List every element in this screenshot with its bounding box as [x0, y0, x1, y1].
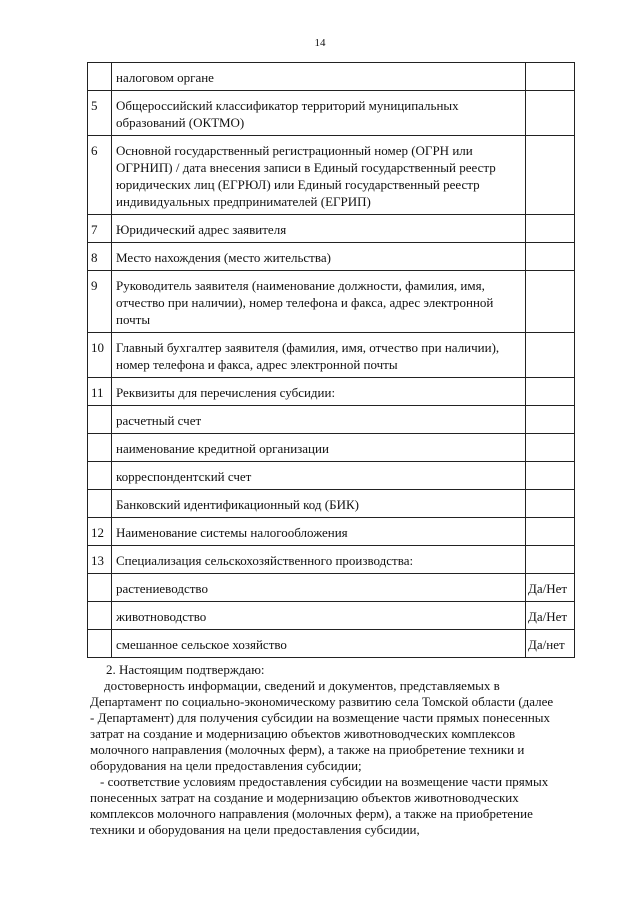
row-value: [526, 546, 575, 574]
row-number: [88, 63, 112, 91]
row-label: растениеводство: [112, 574, 526, 602]
table-row: [88, 518, 575, 546]
row-number: [88, 462, 112, 490]
row-value: [526, 215, 575, 243]
table-row: [88, 63, 575, 91]
row-value: [526, 91, 575, 136]
row-number: 7: [88, 215, 112, 243]
row-value: Да/Нет: [526, 574, 575, 602]
table-row: [88, 434, 575, 462]
row-number: [88, 406, 112, 434]
table-row: [88, 602, 575, 630]
row-label: Наименование системы налогообложения: [112, 518, 526, 546]
row-label: расчетный счет: [112, 406, 526, 434]
row-value: [526, 63, 575, 91]
row-number: 9: [88, 271, 112, 333]
row-label: Основной государственный регистрационный номер (ОГРН или ОГРНИП) / дата внесения записи в Единый государственный реестр юридических лиц (ЕГРЮЛ) или Единый государственный реестр индивидуальных предпринимателей (ЕГРИП): [112, 136, 526, 215]
row-label: налоговом органе: [112, 63, 526, 91]
row-label: Руководитель заявителя (наименование должности, фамилия, имя, отчество при наличии), номер телефона и факса, адрес электронной почты: [112, 271, 526, 333]
row-number: 11: [88, 378, 112, 406]
row-number: [88, 574, 112, 602]
table-row: [88, 490, 575, 518]
table-row: [88, 243, 575, 271]
row-value: [526, 333, 575, 378]
row-label: Главный бухгалтер заявителя (фамилия, имя, отчество при наличии), номер телефона и факса, адрес электронной почты: [112, 333, 526, 378]
table-row: [88, 630, 575, 658]
row-value: [526, 434, 575, 462]
row-label: наименование кредитной организации: [112, 434, 526, 462]
row-label: Реквизиты для перечисления субсидии:: [112, 378, 526, 406]
row-number: [88, 630, 112, 658]
row-number: [88, 490, 112, 518]
confirmation-paragraph-1: достоверность информации, сведений и документов, представляемых в Департамент по социально-экономическому развитию села Томской области (далее - Департамент) для получения субсидии на возмещение части прямых понесенных затрат на создание и модернизацию объектов животноводческих комплексов молочного направления (молочных ферм), а также на приобретение техники и оборудования на цели предоставления субсидии;: [90, 678, 554, 773]
row-label: Юридический адрес заявителя: [112, 215, 526, 243]
table-row: [88, 574, 575, 602]
row-label: Место нахождения (место жительства): [112, 243, 526, 271]
table-row: [88, 136, 575, 215]
row-value: Да/Нет: [526, 602, 575, 630]
row-number: 12: [88, 518, 112, 546]
row-label: Общероссийский классификатор территорий муниципальных образований (ОКТМО): [112, 91, 526, 136]
row-label: корреспондентский счет: [112, 462, 526, 490]
row-value: [526, 136, 575, 215]
table-row: [88, 546, 575, 574]
row-value: [526, 243, 575, 271]
row-number: [88, 434, 112, 462]
row-number: 10: [88, 333, 112, 378]
row-value: [526, 518, 575, 546]
row-label: смешанное сельское хозяйство: [112, 630, 526, 658]
page-number: 14: [314, 37, 326, 49]
table-row: [88, 333, 575, 378]
row-value: [526, 490, 575, 518]
row-value: [526, 406, 575, 434]
table-row: [88, 91, 575, 136]
row-value: [526, 462, 575, 490]
table-row: [88, 378, 575, 406]
applicant-info-table: [87, 62, 575, 658]
row-value: [526, 378, 575, 406]
row-value: Да/нет: [526, 630, 575, 658]
table-row: [88, 406, 575, 434]
table-row: [88, 271, 575, 333]
row-label: Банковский идентификационный код (БИК): [112, 490, 526, 518]
row-label: животноводство: [112, 602, 526, 630]
row-number: 5: [88, 91, 112, 136]
table-row: [88, 215, 575, 243]
confirmation-paragraph-2: - соответствие условиям предоставления субсидии на возмещение части прямых понесенных затрат на создание и модернизацию объектов животноводческих комплексов молочного направления (молочных ферм), а также на приобретение техники и оборудования на цели предоставления субсидии,: [90, 774, 549, 837]
row-number: 6: [88, 136, 112, 215]
confirmation-heading: 2. Настоящим подтверждаю:: [106, 662, 265, 677]
row-number: [88, 602, 112, 630]
row-number: 13: [88, 546, 112, 574]
row-value: [526, 271, 575, 333]
table-row: [88, 462, 575, 490]
row-label: Специализация сельскохозяйственного производства:: [112, 546, 526, 574]
row-number: 8: [88, 243, 112, 271]
